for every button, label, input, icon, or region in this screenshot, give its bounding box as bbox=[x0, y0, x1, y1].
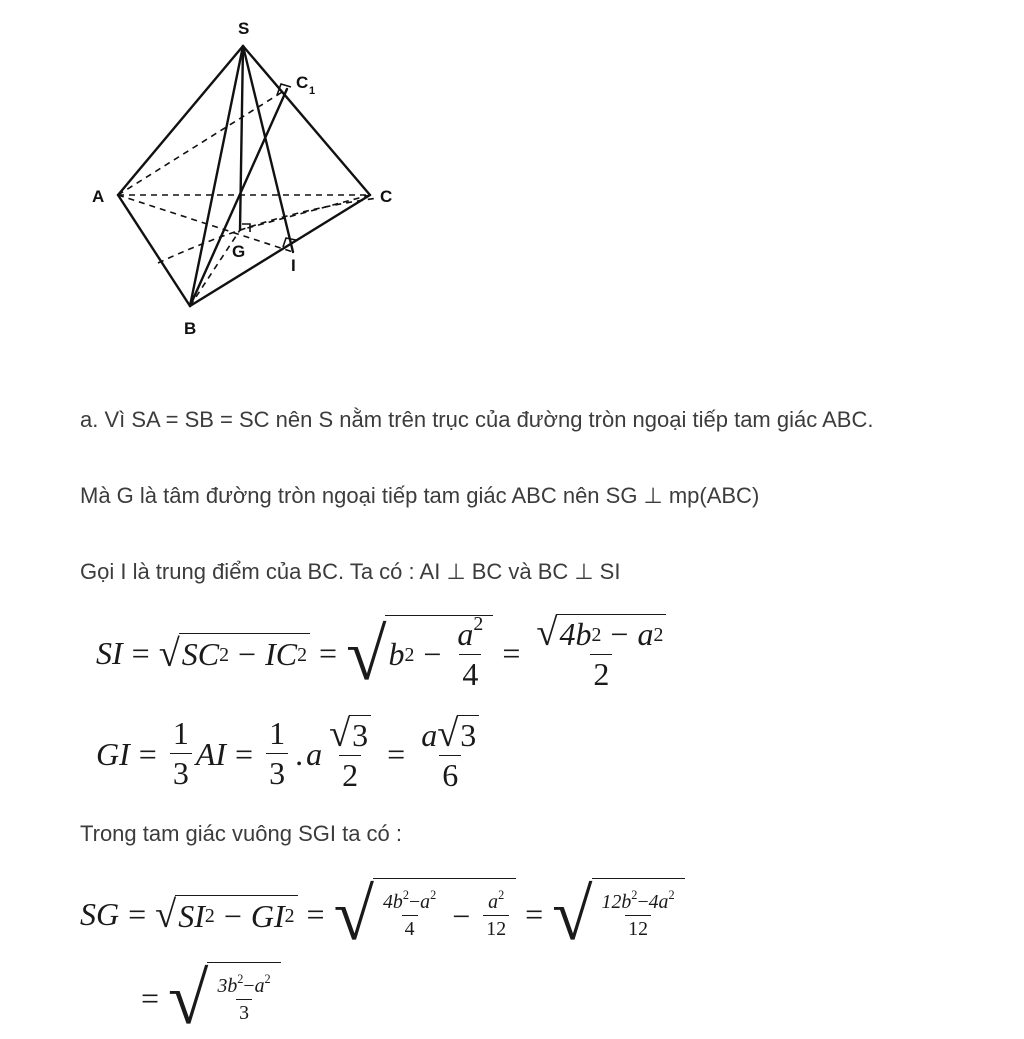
equation-gi: GI = $\frac{1}{3}$ AI = $\frac{1}{3}$ . a √ 3 2 = a √ 3 6 bbox=[96, 715, 486, 793]
label-c1: C bbox=[296, 73, 309, 92]
edge-ab bbox=[118, 195, 190, 306]
line-sg bbox=[240, 46, 243, 230]
paragraph-right-triangle: Trong tam giác vuông SGI ta có : bbox=[80, 821, 403, 846]
label-c: C bbox=[380, 187, 393, 206]
label-i: I bbox=[291, 256, 296, 275]
paragraph-perpendicular: Mà G là tâm đường tròn ngoại tiếp tam giác ABC nên SG ⊥ mp(ABC) bbox=[80, 483, 760, 508]
edge-sa bbox=[118, 46, 243, 195]
label-c1-sub: 1 bbox=[309, 85, 316, 97]
line-ai bbox=[118, 195, 293, 252]
line-cg bbox=[240, 195, 370, 230]
equation-sg-simplified: = √ $\frac{3b^2-a^2}{3}$ bbox=[132, 962, 281, 1036]
label-a: A bbox=[92, 187, 105, 206]
equation-si: SI = √ SC 2 − IC 2 = √ b 2 − $\frac{a^2}{4}$ = √ 4b 2 − a 2 2 bbox=[96, 614, 673, 692]
label-g: G bbox=[232, 242, 246, 261]
pyramid-figure bbox=[80, 8, 410, 348]
base-circle-arc bbox=[158, 198, 378, 263]
label-s: S bbox=[238, 19, 250, 38]
line-ac1 bbox=[118, 89, 287, 195]
paragraph-midpoint: Gọi I là trung điểm của BC. Ta có : AI ⊥ BC và BC ⊥ SI bbox=[80, 559, 621, 584]
equation-sg: SG = √ SI 2 − GI 2 = √ $\frac{4b^2-a^2}{4}$ − $\frac{a^2}{12}$ = √ $\frac{12b^2-4a^2}{12}$ bbox=[80, 878, 685, 952]
line-bc1 bbox=[190, 89, 287, 306]
label-b: B bbox=[184, 319, 197, 338]
edge-bc bbox=[190, 195, 370, 306]
paragraph-axis: a. Vì SA = SB = SC nên S nằm trên trục của đường tròn ngoại tiếp tam giác ABC. bbox=[80, 407, 874, 432]
